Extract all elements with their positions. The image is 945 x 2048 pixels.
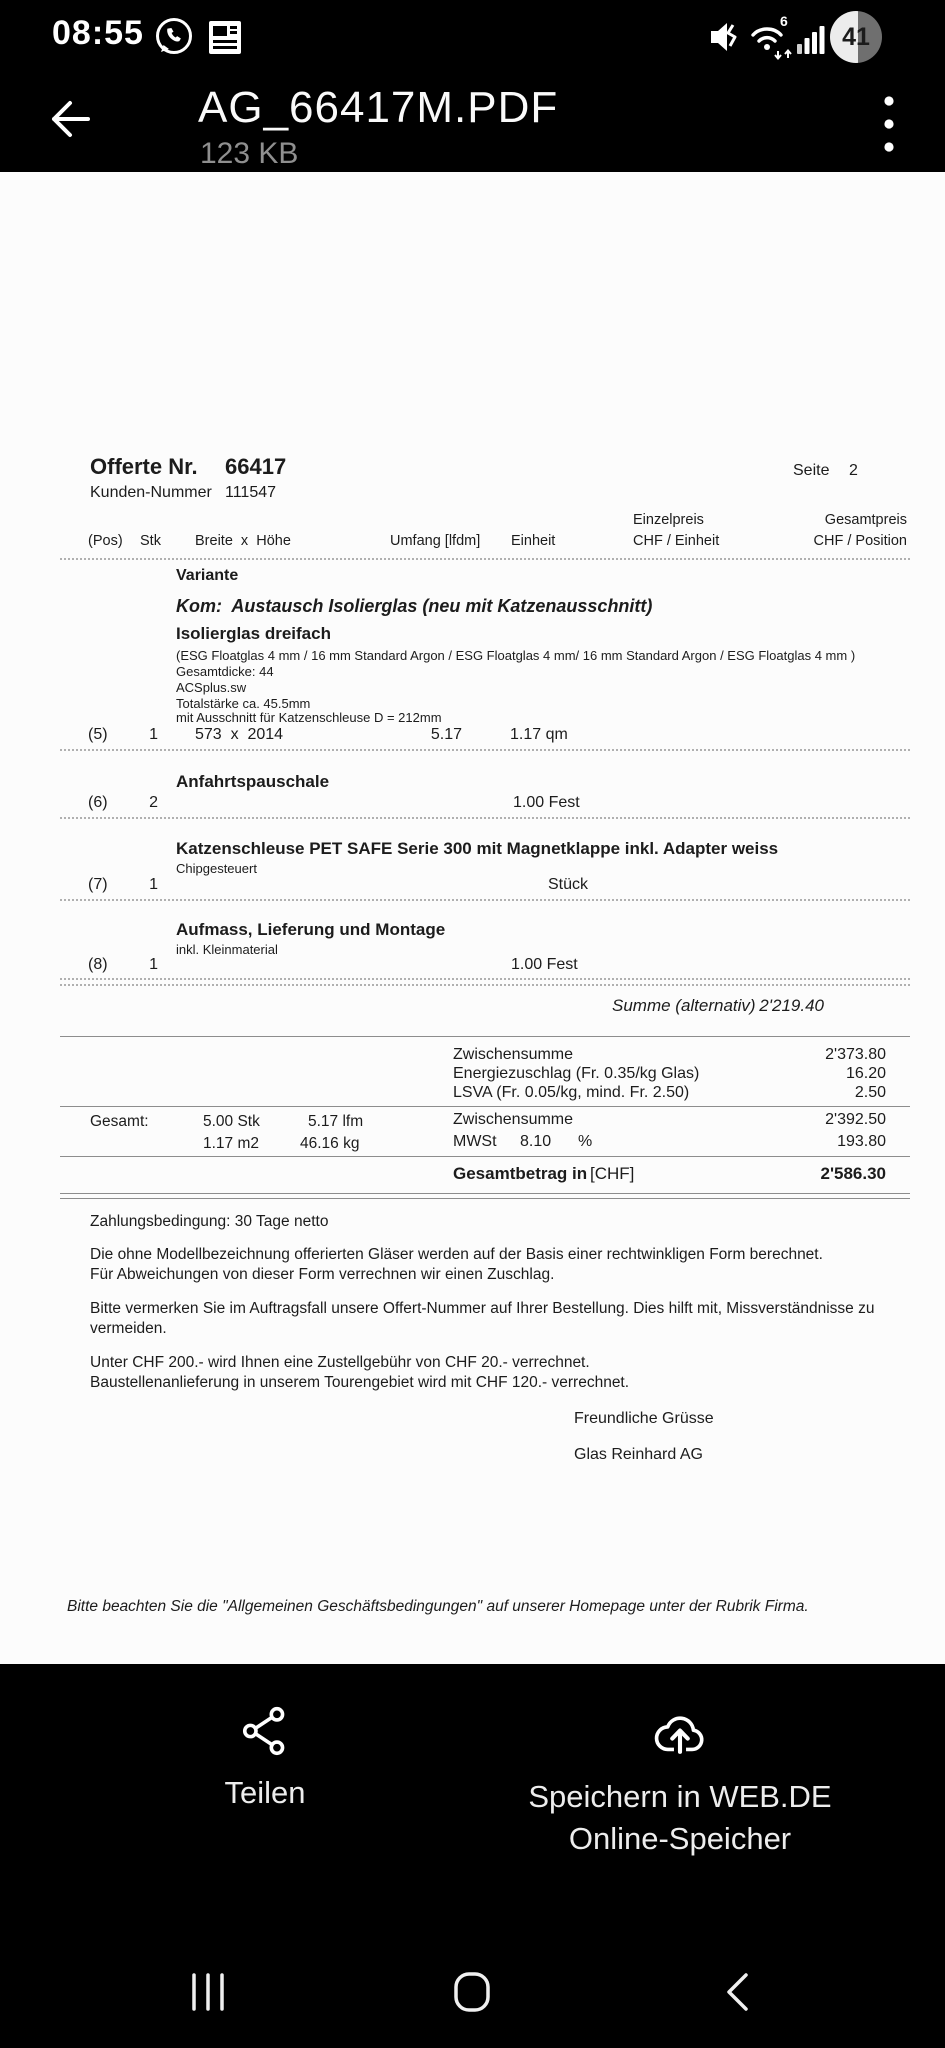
total-label: LSVA (Fr. 0.05/kg, mind. Fr. 2.50) — [453, 1084, 690, 1101]
customer-label: Kunden-Nummer — [90, 484, 212, 501]
item-unit: Stück — [548, 876, 589, 893]
recents-icon — [191, 1973, 225, 2011]
item-qty: 1 — [149, 726, 158, 743]
total-label: Energiezuschlag (Fr. 0.35/kg Glas) — [453, 1065, 700, 1082]
rule-line — [60, 1106, 910, 1107]
rule-line — [60, 1036, 910, 1037]
separator-line — [60, 749, 910, 751]
item-title: Anfahrtspauschale — [176, 772, 330, 791]
share-nodes-icon — [238, 1704, 292, 1758]
file-title: AG_66417M.PDF — [198, 83, 559, 132]
col-einzelpreis: Einzelpreis — [633, 512, 704, 528]
note-line: Die ohne Modellbezeichnung offerierten Gläser werden auf der Basis einer rechtwinkligen Form berechnet. — [90, 1246, 823, 1263]
grand-total-unit: [CHF] — [590, 1164, 635, 1183]
payment-terms: Zahlungsbedingung: 30 Tage netto — [90, 1213, 329, 1230]
cloud-upload-icon — [651, 1704, 709, 1762]
item-unit: 1.00 Fest — [511, 956, 578, 973]
col-gesamtpreis: Gesamtpreis — [824, 512, 907, 528]
grand-total-value: 2'586.30 — [820, 1164, 886, 1183]
gesamt-qty: 5.00 Stk — [203, 1113, 260, 1130]
item-unit: 1.00 Fest — [513, 794, 580, 811]
status-bar — [0, 0, 945, 75]
separator-line — [60, 558, 910, 560]
note-line: Bitte vermerken Sie im Auftragsfall unsere Offert-Nummer auf Ihrer Bestellung. Dies hilft mit, Missverständnisse zu — [90, 1300, 875, 1317]
svg-text:6: 6 — [780, 13, 788, 29]
home-icon — [453, 1971, 491, 2013]
item-detail: (ESG Floatglas 4 mm / 16 mm Standard Argon / ESG Floatglas 4 mm/ 16 mm Standard Argon / ESG Floatglas 4 mm ) — [176, 648, 856, 663]
signal-icon — [797, 22, 827, 54]
save-to-cloud-button[interactable] — [490, 1704, 870, 1860]
item-title: Aufmass, Lieferung und Montage — [176, 920, 446, 939]
rule-line — [60, 1156, 910, 1157]
rule-line — [60, 1193, 910, 1194]
total-value: 2'373.80 — [825, 1046, 886, 1063]
app-header — [0, 75, 945, 172]
pdf-preview[interactable] — [0, 172, 945, 1664]
col-size: Breite x Höhe — [195, 533, 291, 549]
back-icon — [724, 1972, 750, 2012]
item-qty: 1 — [149, 956, 158, 973]
home-button[interactable] — [442, 1962, 502, 2022]
rule-line — [60, 1198, 910, 1199]
file-size: 123 KB — [200, 137, 299, 170]
col-chf-einheit: CHF / Einheit — [633, 533, 720, 549]
page-label: Seite — [793, 462, 830, 479]
battery-icon — [830, 11, 882, 63]
vat-rate: 8.10 — [520, 1133, 552, 1150]
total-label: Zwischensumme — [453, 1046, 574, 1063]
offer-number: 66417 — [225, 454, 287, 479]
item-unit: 1.17 qm — [510, 726, 568, 743]
note-line: Baustellenanlieferung in unserem Tourengebiet wird mit CHF 120.- verrechnet. — [90, 1374, 630, 1391]
item-detail: Totalstärke ca. 45.5mm — [176, 696, 311, 711]
vat-label: MWSt — [453, 1133, 497, 1150]
item-detail: Chipgesteuert — [176, 861, 257, 876]
total-value: 16.20 — [845, 1065, 886, 1082]
note-line: Für Abweichungen von dieser Form verrechnen wir einen Zuschlag. — [90, 1266, 555, 1283]
col-stk: Stk — [140, 533, 161, 549]
gesamt-area: 1.17 m2 — [203, 1135, 260, 1152]
gesamt-sub-label: Zwischensumme — [453, 1111, 574, 1128]
company-name: Glas Reinhard AG — [574, 1446, 703, 1463]
closing-line: Freundliche Grüsse — [574, 1410, 714, 1427]
col-chf-position: CHF / Position — [813, 533, 907, 549]
item-note: mit Ausschnitt für Katzenschleuse D = 212mm — [176, 710, 442, 725]
item-title: Isolierglas dreifach — [176, 624, 331, 643]
gesamt-lfm: 5.17 lfm — [308, 1113, 364, 1130]
item-pos: (5) — [88, 726, 108, 743]
note-line: Unter CHF 200.- wird Ihnen eine Zustellgebühr von CHF 20.- verrechnet. — [90, 1354, 590, 1371]
gesamt-sub-value: 2'392.50 — [825, 1111, 886, 1128]
col-einheit: Einheit — [511, 533, 556, 549]
clock: 08:55 — [52, 14, 144, 52]
note-line: vermeiden. — [90, 1320, 167, 1337]
col-umfang: Umfang [lfdm] — [390, 533, 481, 549]
item-size: 573 x 2014 — [195, 726, 284, 743]
back-button[interactable] — [707, 1962, 767, 2022]
item-title: Katzenschleuse PET SAFE Serie 300 mit Magnetklappe inkl. Adapter weiss — [176, 839, 779, 858]
separator-line — [60, 899, 910, 901]
recents-button[interactable] — [178, 1962, 238, 2022]
wifi6-icon — [748, 13, 794, 61]
back-arrow-icon[interactable] — [40, 91, 96, 147]
share-button[interactable] — [165, 1704, 365, 1814]
item-qty: 2 — [149, 794, 158, 811]
news-icon — [206, 18, 244, 58]
kom-line: Kom: Austausch Isolierglas (neu mit Katzenausschnitt) — [176, 596, 653, 616]
page-number: 2 — [849, 462, 858, 479]
separator-line — [60, 984, 910, 986]
item-umfang: 5.17 — [430, 726, 462, 743]
grand-total-label: Gesamtbetrag in — [453, 1164, 588, 1183]
item-detail: inkl. Kleinmaterial — [176, 942, 278, 957]
item-pos: (6) — [88, 794, 108, 811]
summe-alt-value: 2'219.40 — [759, 996, 824, 1015]
summe-alt-label: Summe (alternativ) — [612, 996, 756, 1015]
total-value: 2.50 — [854, 1084, 886, 1101]
item-detail: Gesamtdicke: 44 — [176, 664, 274, 679]
separator-line — [60, 817, 910, 819]
gesamt-weight: 46.16 kg — [300, 1135, 360, 1152]
col-pos: (Pos) — [88, 533, 123, 549]
save-label: Speichern in WEB.DE Online-Speicher — [528, 1779, 832, 1856]
navigation-bar — [0, 1940, 945, 2048]
item-qty: 1 — [149, 876, 158, 893]
whatsapp-icon — [152, 15, 196, 59]
overflow-menu-icon[interactable] — [876, 93, 902, 155]
battery-percent: 41 — [842, 22, 870, 51]
vat-value: 193.80 — [837, 1133, 886, 1150]
item-pos: (7) — [88, 876, 108, 893]
customer-number: 111547 — [225, 484, 277, 501]
vat-percent: % — [578, 1133, 593, 1150]
footer-note: Bitte beachten Sie die "Allgemeinen Geschäftsbedingungen" auf unserer Homepage unter der Rubrik Firma. — [67, 1598, 809, 1615]
variante-label: Variante — [176, 567, 239, 584]
mute-icon — [708, 20, 744, 54]
share-label: Teilen — [224, 1775, 306, 1810]
gesamt-label: Gesamt: — [90, 1113, 149, 1130]
item-pos: (8) — [88, 956, 108, 973]
separator-line — [60, 978, 910, 980]
offer-label: Offerte Nr. — [90, 454, 198, 479]
item-detail: ACSplus.sw — [176, 680, 247, 695]
